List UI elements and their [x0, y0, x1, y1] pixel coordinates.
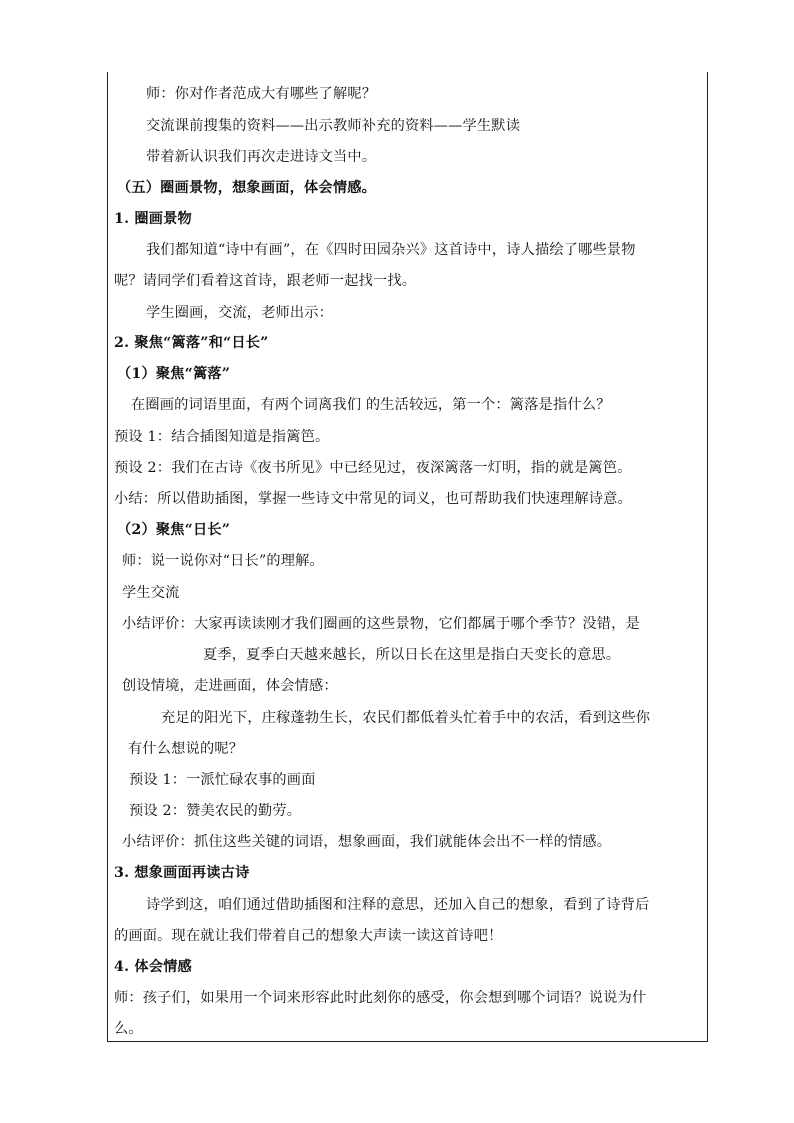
- subsection-heading: （2）聚焦“日长”: [117, 522, 231, 538]
- subsection-heading: （1）聚焦“篱落”: [117, 366, 231, 382]
- text-line: 在圈画的词语里面，有两个词离我们 的生活较远，第一个：篱落是指什么？: [131, 397, 611, 413]
- text-line: 预设 1：结合插图知道是指篱笆。: [114, 429, 330, 445]
- subsection-heading: 4. 体会情感: [114, 959, 192, 975]
- text-line: 充足的阳光下，庄稼蓬勃生长，农民们都低着头忙着手中的农活，看到这些你: [161, 710, 651, 726]
- text-line: 预设 2：赞美农民的勤劳。: [129, 803, 302, 819]
- text-line: 带着新认识我们再次走进诗文当中。: [146, 149, 377, 165]
- text-line: 的画面。现在就让我们带着自己的想象大声读一读这首诗吧！: [114, 928, 503, 944]
- text-line: 师：孩子们，如果用一个词来形容此时此刻你的感受，你会想到哪个词语？说说为什: [114, 990, 647, 1006]
- text-line: 么。: [114, 1021, 143, 1037]
- section-heading: （五）圈画景物，想象画面，体会情感。: [117, 180, 376, 196]
- text-line: 诗学到这，咱们通过借助插图和注释的意思，还加入自己的想象，看到了诗背后: [146, 897, 650, 913]
- text-line: 师：你对作者范成大有哪些了解呢？: [146, 86, 377, 102]
- text-line: 夏季，夏季白天越来越长，所以日长在这里是指白天变长的意思。: [203, 647, 621, 663]
- lesson-plan-table: [107, 72, 708, 1042]
- subsection-heading: 3. 想象画面再读古诗: [114, 865, 250, 881]
- subsection-heading: 2. 聚焦“篱落”和“日长”: [114, 335, 269, 351]
- subsection-heading: 1. 圈画景物: [114, 211, 192, 227]
- text-line: 创设情境，走进画面，体会情感：: [122, 678, 338, 694]
- text-line: 我们都知道“诗中有画”，在《四时田园杂兴》这首诗中，诗人描绘了哪些景物: [146, 242, 636, 258]
- text-line: 有什么想说的呢？: [128, 741, 244, 757]
- text-line: 学生交流: [122, 585, 180, 601]
- text-line: 预设 2：我们在古诗《夜书所见》中已经见过，夜深篱落一灯明，指的就是篱笆。: [114, 460, 632, 476]
- text-line: 小结评价：大家再读读刚才我们圈画的这些景物，它们都属于哪个季节？没错，是: [122, 616, 640, 632]
- text-line: 小结：所以借助插图，掌握一些诗文中常见的词义，也可帮助我们快速理解诗意。: [114, 491, 632, 507]
- text-line: 交流课前搜集的资料——出示教师补充的资料——学生默读: [146, 118, 521, 134]
- text-line: 师：说一说你对“日长”的理解。: [122, 553, 324, 569]
- text-line: 预设 1：一派忙碌农事的画面: [129, 772, 316, 788]
- text-line: 学生圈画，交流，老师出示：: [146, 305, 334, 321]
- text-line: 小结评价：抓住这些关键的词语，想象画面，我们就能体会出不一样的情感。: [122, 834, 612, 850]
- text-line: 呢？请同学们看着这首诗，跟老师一起找一找。: [114, 273, 417, 289]
